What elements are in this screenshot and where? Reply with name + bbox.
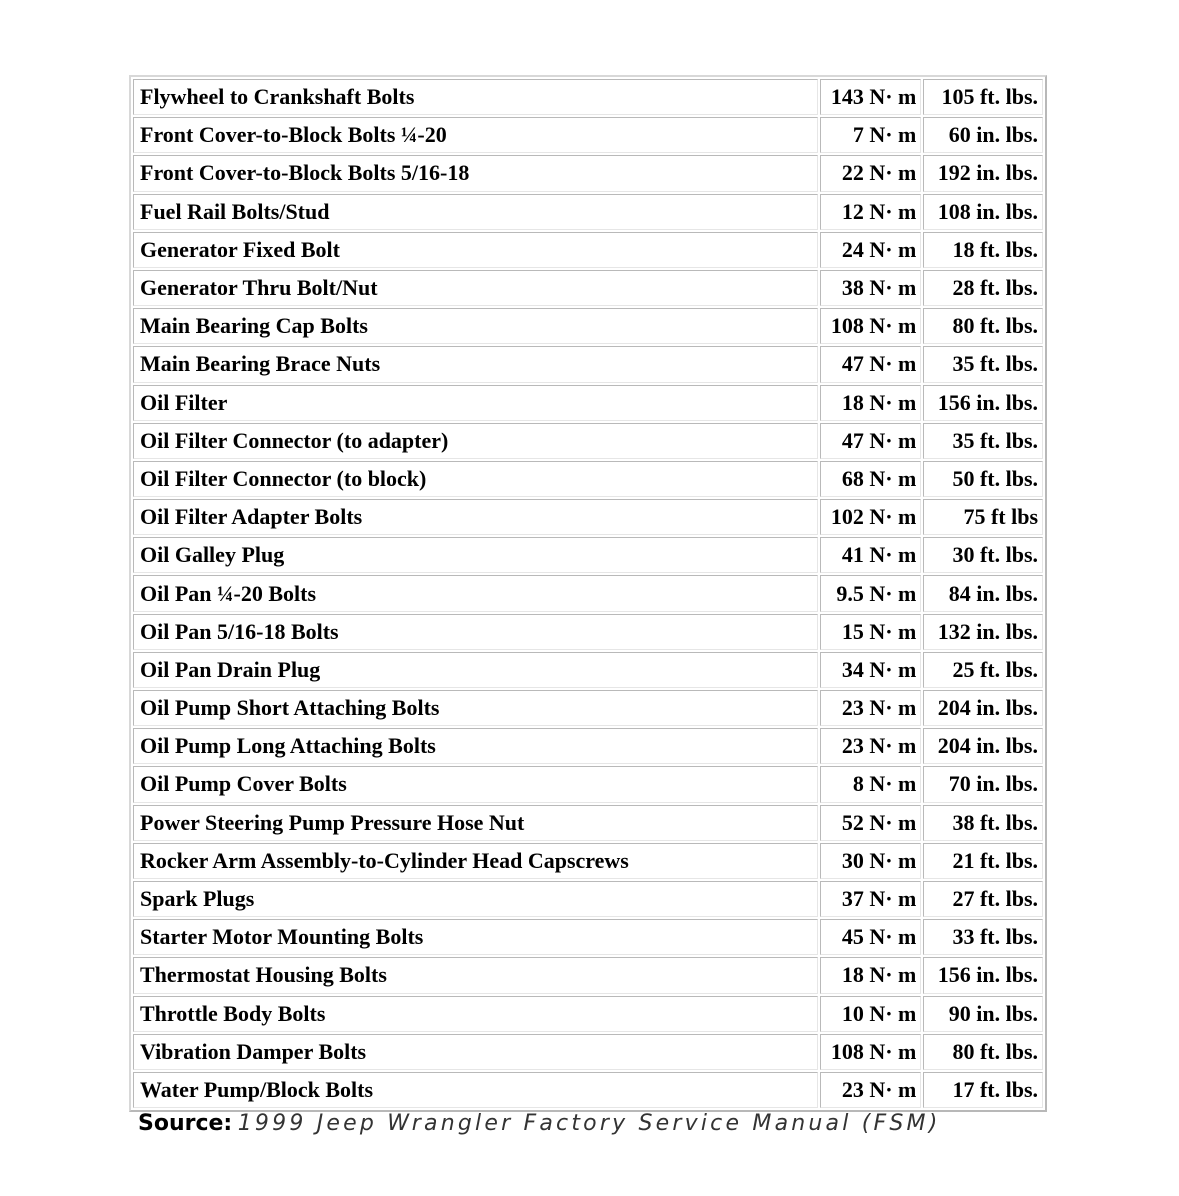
table-row: [133, 614, 1043, 650]
torque-imperial-cell: 35 ft. lbs.: [923, 423, 1043, 459]
torque-metric-cell: 108 N· m: [820, 1034, 921, 1070]
component-name-cell: Thermostat Housing Bolts: [133, 957, 818, 993]
component-name-cell: Fuel Rail Bolts/Stud: [133, 194, 818, 230]
table-row: [133, 805, 1043, 841]
table-row: [133, 308, 1043, 344]
torque-metric-cell: 41 N· m: [820, 537, 921, 573]
table-row: [133, 575, 1043, 611]
component-name-cell: Oil Filter Connector (to adapter): [133, 423, 818, 459]
component-name-cell: Main Bearing Brace Nuts: [133, 346, 818, 382]
torque-imperial-cell: 60 in. lbs.: [923, 117, 1043, 153]
torque-imperial-cell: 30 ft. lbs.: [923, 537, 1043, 573]
source-text: 1999 Jeep Wrangler Factory Service Manual (FSM): [237, 1111, 941, 1136]
component-name-cell: Main Bearing Cap Bolts: [133, 308, 818, 344]
torque-metric-cell: 12 N· m: [820, 194, 921, 230]
table-row: [133, 499, 1043, 535]
torque-metric-cell: 143 N· m: [820, 79, 921, 115]
table-row: [133, 1034, 1043, 1070]
component-name-cell: Oil Pan Drain Plug: [133, 652, 818, 688]
component-name-cell: Starter Motor Mounting Bolts: [133, 919, 818, 955]
torque-metric-cell: 7 N· m: [820, 117, 921, 153]
torque-metric-cell: 47 N· m: [820, 346, 921, 382]
torque-imperial-cell: 75 ft lbs: [923, 499, 1043, 535]
torque-imperial-cell: 156 in. lbs.: [923, 385, 1043, 421]
table-row: [133, 881, 1043, 917]
component-name-cell: Oil Pump Short Attaching Bolts: [133, 690, 818, 726]
component-name-cell: Oil Pan ¼-20 Bolts: [133, 575, 818, 611]
table-row: [133, 728, 1043, 764]
component-name-cell: Oil Filter Connector (to block): [133, 461, 818, 497]
table-row: [133, 652, 1043, 688]
torque-imperial-cell: 192 in. lbs.: [923, 155, 1043, 191]
source-citation: [138, 1110, 941, 1136]
torque-imperial-cell: 35 ft. lbs.: [923, 346, 1043, 382]
component-name-cell: Oil Galley Plug: [133, 537, 818, 573]
torque-imperial-cell: 21 ft. lbs.: [923, 843, 1043, 879]
torque-metric-cell: 15 N· m: [820, 614, 921, 650]
table-row: [133, 957, 1043, 993]
torque-imperial-cell: 27 ft. lbs.: [923, 881, 1043, 917]
torque-metric-cell: 38 N· m: [820, 270, 921, 306]
component-name-cell: Vibration Damper Bolts: [133, 1034, 818, 1070]
torque-imperial-cell: 17 ft. lbs.: [923, 1072, 1043, 1108]
torque-imperial-cell: 108 in. lbs.: [923, 194, 1043, 230]
torque-metric-cell: 37 N· m: [820, 881, 921, 917]
component-name-cell: Throttle Body Bolts: [133, 996, 818, 1032]
torque-metric-cell: 23 N· m: [820, 690, 921, 726]
table-row: [133, 919, 1043, 955]
torque-imperial-cell: 84 in. lbs.: [923, 575, 1043, 611]
table-row: [133, 537, 1043, 573]
table-row: [133, 346, 1043, 382]
torque-metric-cell: 23 N· m: [820, 1072, 921, 1108]
component-name-cell: Rocker Arm Assembly-to-Cylinder Head Capscrews: [133, 843, 818, 879]
torque-imperial-cell: 90 in. lbs.: [923, 996, 1043, 1032]
component-name-cell: Generator Thru Bolt/Nut: [133, 270, 818, 306]
component-name-cell: Front Cover-to-Block Bolts 5/16-18: [133, 155, 818, 191]
torque-imperial-cell: 80 ft. lbs.: [923, 308, 1043, 344]
table-row: [133, 79, 1043, 115]
torque-metric-cell: 102 N· m: [820, 499, 921, 535]
component-name-cell: Front Cover-to-Block Bolts ¼-20: [133, 117, 818, 153]
torque-imperial-cell: 70 in. lbs.: [923, 766, 1043, 802]
torque-metric-cell: 10 N· m: [820, 996, 921, 1032]
component-name-cell: Oil Filter: [133, 385, 818, 421]
source-label: Source:: [138, 1111, 233, 1136]
table-row: [133, 843, 1043, 879]
torque-imperial-cell: 28 ft. lbs.: [923, 270, 1043, 306]
table-row: [133, 1072, 1043, 1108]
torque-metric-cell: 18 N· m: [820, 385, 921, 421]
component-name-cell: Oil Pump Long Attaching Bolts: [133, 728, 818, 764]
torque-metric-cell: 68 N· m: [820, 461, 921, 497]
torque-imperial-cell: 38 ft. lbs.: [923, 805, 1043, 841]
torque-metric-cell: 30 N· m: [820, 843, 921, 879]
torque-metric-cell: 34 N· m: [820, 652, 921, 688]
torque-specifications-table: [129, 75, 1047, 1112]
torque-imperial-cell: 204 in. lbs.: [923, 728, 1043, 764]
torque-metric-cell: 8 N· m: [820, 766, 921, 802]
torque-metric-cell: 108 N· m: [820, 308, 921, 344]
torque-imperial-cell: 132 in. lbs.: [923, 614, 1043, 650]
table-row: [133, 194, 1043, 230]
torque-metric-cell: 24 N· m: [820, 232, 921, 268]
component-name-cell: Spark Plugs: [133, 881, 818, 917]
component-name-cell: Generator Fixed Bolt: [133, 232, 818, 268]
table-row: [133, 385, 1043, 421]
table-row: [133, 996, 1043, 1032]
torque-metric-cell: 45 N· m: [820, 919, 921, 955]
table-row: [133, 423, 1043, 459]
table-row: [133, 690, 1043, 726]
table-row: [133, 232, 1043, 268]
table-row: [133, 766, 1043, 802]
torque-imperial-cell: 50 ft. lbs.: [923, 461, 1043, 497]
component-name-cell: Oil Filter Adapter Bolts: [133, 499, 818, 535]
component-name-cell: Flywheel to Crankshaft Bolts: [133, 79, 818, 115]
torque-metric-cell: 9.5 N· m: [820, 575, 921, 611]
torque-imperial-cell: 80 ft. lbs.: [923, 1034, 1043, 1070]
table-row: [133, 461, 1043, 497]
torque-imperial-cell: 18 ft. lbs.: [923, 232, 1043, 268]
torque-metric-cell: 23 N· m: [820, 728, 921, 764]
table-row: [133, 270, 1043, 306]
torque-metric-cell: 47 N· m: [820, 423, 921, 459]
table-row: [133, 155, 1043, 191]
torque-table-body: [133, 79, 1043, 1108]
torque-metric-cell: 52 N· m: [820, 805, 921, 841]
torque-imperial-cell: 204 in. lbs.: [923, 690, 1043, 726]
torque-imperial-cell: 156 in. lbs.: [923, 957, 1043, 993]
component-name-cell: Water Pump/Block Bolts: [133, 1072, 818, 1108]
torque-imperial-cell: 33 ft. lbs.: [923, 919, 1043, 955]
component-name-cell: Power Steering Pump Pressure Hose Nut: [133, 805, 818, 841]
torque-metric-cell: 22 N· m: [820, 155, 921, 191]
component-name-cell: Oil Pan 5/16-18 Bolts: [133, 614, 818, 650]
torque-imperial-cell: 25 ft. lbs.: [923, 652, 1043, 688]
torque-imperial-cell: 105 ft. lbs.: [923, 79, 1043, 115]
component-name-cell: Oil Pump Cover Bolts: [133, 766, 818, 802]
table-row: [133, 117, 1043, 153]
torque-metric-cell: 18 N· m: [820, 957, 921, 993]
